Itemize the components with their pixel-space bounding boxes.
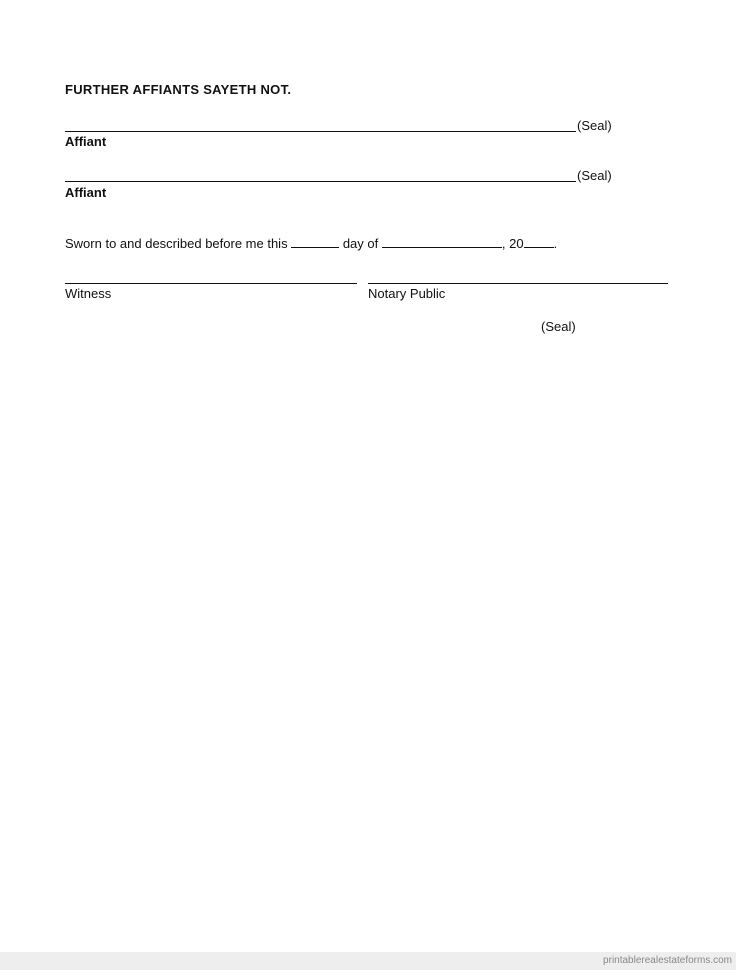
affiant-signature-line-1[interactable] (65, 131, 576, 132)
notary-signature-line[interactable] (368, 283, 668, 284)
affiant-seal-1: (Seal) (577, 118, 612, 133)
sworn-text-part4: . (553, 236, 558, 251)
notary-label: Notary Public (368, 286, 446, 301)
affiant-label-2: Affiant (65, 185, 107, 200)
witness-signature-line[interactable] (65, 283, 357, 284)
footer-watermark: printablerealestateforms.com (603, 955, 732, 966)
sworn-statement (65, 235, 557, 251)
notary-seal-label: (Seal) (541, 319, 576, 334)
sworn-text-part3: , 20 (501, 236, 524, 251)
witness-label: Witness (65, 286, 112, 301)
affiant-seal-2: (Seal) (577, 168, 612, 183)
sworn-text-part1: Sworn to and described before me this (65, 236, 288, 251)
affiant-signature-line-2[interactable] (65, 181, 576, 182)
affiant-label-1: Affiant (65, 134, 107, 149)
sworn-text-part2: day of (342, 236, 379, 251)
document-heading: FURTHER AFFIANTS SAYETH NOT. (65, 82, 292, 97)
month-blank-field[interactable] (382, 235, 502, 248)
year-blank-field[interactable] (524, 235, 554, 248)
day-blank-field[interactable] (291, 235, 339, 248)
